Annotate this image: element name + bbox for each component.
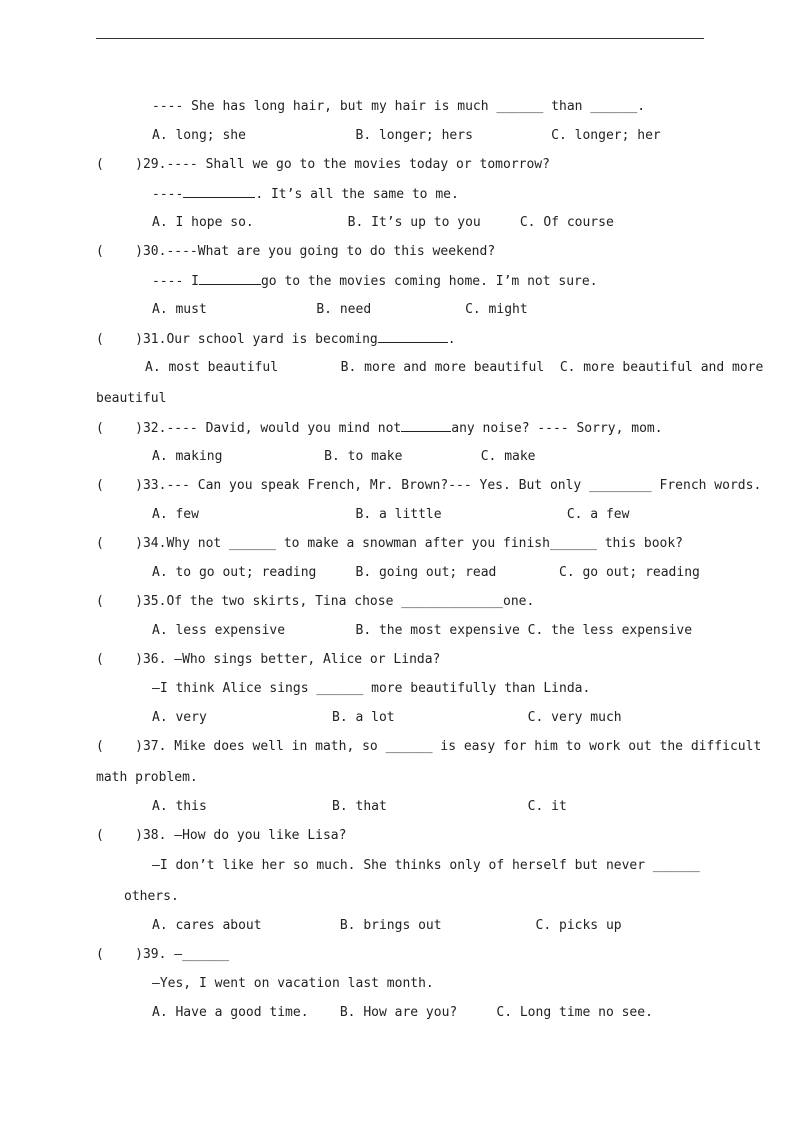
q29-response-pre: ---- bbox=[152, 187, 184, 202]
q31-question-pre: ( )31.Our school yard is becoming bbox=[96, 332, 378, 347]
q39-question: ( )39. —______ bbox=[96, 947, 230, 962]
q38-response-cont: others. bbox=[124, 889, 179, 904]
q36-options: A. very B. a lot C. very much bbox=[152, 710, 622, 725]
q30-response-pre: ---- I bbox=[152, 274, 199, 289]
q33-options: A. few B. a little C. a few bbox=[152, 507, 630, 522]
q32-options: A. making B. to make C. make bbox=[152, 449, 536, 464]
q30-question: ( )30.----What are you going to do this weekend? bbox=[96, 244, 496, 259]
q31-options-cont: beautiful bbox=[96, 391, 167, 406]
q29-question: ( )29.---- Shall we go to the movies today or tomorrow? bbox=[96, 157, 550, 172]
q30-response-post: go to the movies coming home. I’m not sure. bbox=[260, 274, 598, 289]
q37-question: ( )37. Mike does well in math, so ______ is easy for him to work out the difficult bbox=[96, 739, 762, 754]
q36-question: ( )36. —Who sings better, Alice or Linda? bbox=[96, 652, 441, 667]
q31-blank bbox=[378, 330, 448, 343]
q32-question-pre: ( )32.---- David, would you mind not bbox=[96, 421, 402, 436]
q31-options: A. most beautiful B. more and more beautiful C. more beautiful and more bbox=[145, 360, 764, 375]
q29-options: A. I hope so. B. It’s up to you C. Of course bbox=[152, 215, 614, 230]
q39-response: —Yes, I went on vacation last month. bbox=[152, 976, 434, 991]
q30-blank bbox=[199, 272, 261, 285]
q31-question-post: . bbox=[447, 332, 456, 347]
q28-response: ---- She has long hair, but my hair is much ______ than ______. bbox=[152, 99, 646, 114]
q33-question: ( )33.--- Can you speak French, Mr. Brown?--- Yes. But only ________ French words. bbox=[96, 478, 762, 493]
q32-question bbox=[96, 419, 663, 438]
q29-response bbox=[152, 185, 459, 204]
q36-response: —I think Alice sings ______ more beautifully than Linda. bbox=[152, 681, 591, 696]
q39-options: A. Have a good time. B. How are you? C. Long time no see. bbox=[152, 1005, 653, 1020]
q32-question-post: any noise? ---- Sorry, mom. bbox=[451, 421, 663, 436]
q34-options: A. to go out; reading B. going out; read C. go out; reading bbox=[152, 565, 700, 580]
q37-options: A. this B. that C. it bbox=[152, 799, 567, 814]
q35-question: ( )35.Of the two skirts, Tina chose _____________one. bbox=[96, 594, 535, 609]
q38-options: A. cares about B. brings out C. picks up bbox=[152, 918, 622, 933]
header-rule bbox=[96, 38, 704, 39]
q31-question bbox=[96, 330, 456, 349]
q32-blank bbox=[401, 419, 451, 432]
q38-question: ( )38. —How do you like Lisa? bbox=[96, 828, 347, 843]
q38-response: —I don’t like her so much. She thinks only of herself but never ______ bbox=[152, 858, 700, 873]
q29-response-post: . It’s all the same to me. bbox=[255, 187, 459, 202]
q30-response bbox=[152, 272, 598, 291]
q30-options: A. must B. need C. might bbox=[152, 302, 528, 317]
q28-options: A. long; she B. longer; hers C. longer; her bbox=[152, 128, 661, 143]
q34-question: ( )34.Why not ______ to make a snowman after you finish______ this book? bbox=[96, 536, 683, 551]
q35-options: A. less expensive B. the most expensive C. the less expensive bbox=[152, 623, 693, 638]
q37-question-cont: math problem. bbox=[96, 770, 198, 785]
q29-blank bbox=[183, 185, 255, 198]
